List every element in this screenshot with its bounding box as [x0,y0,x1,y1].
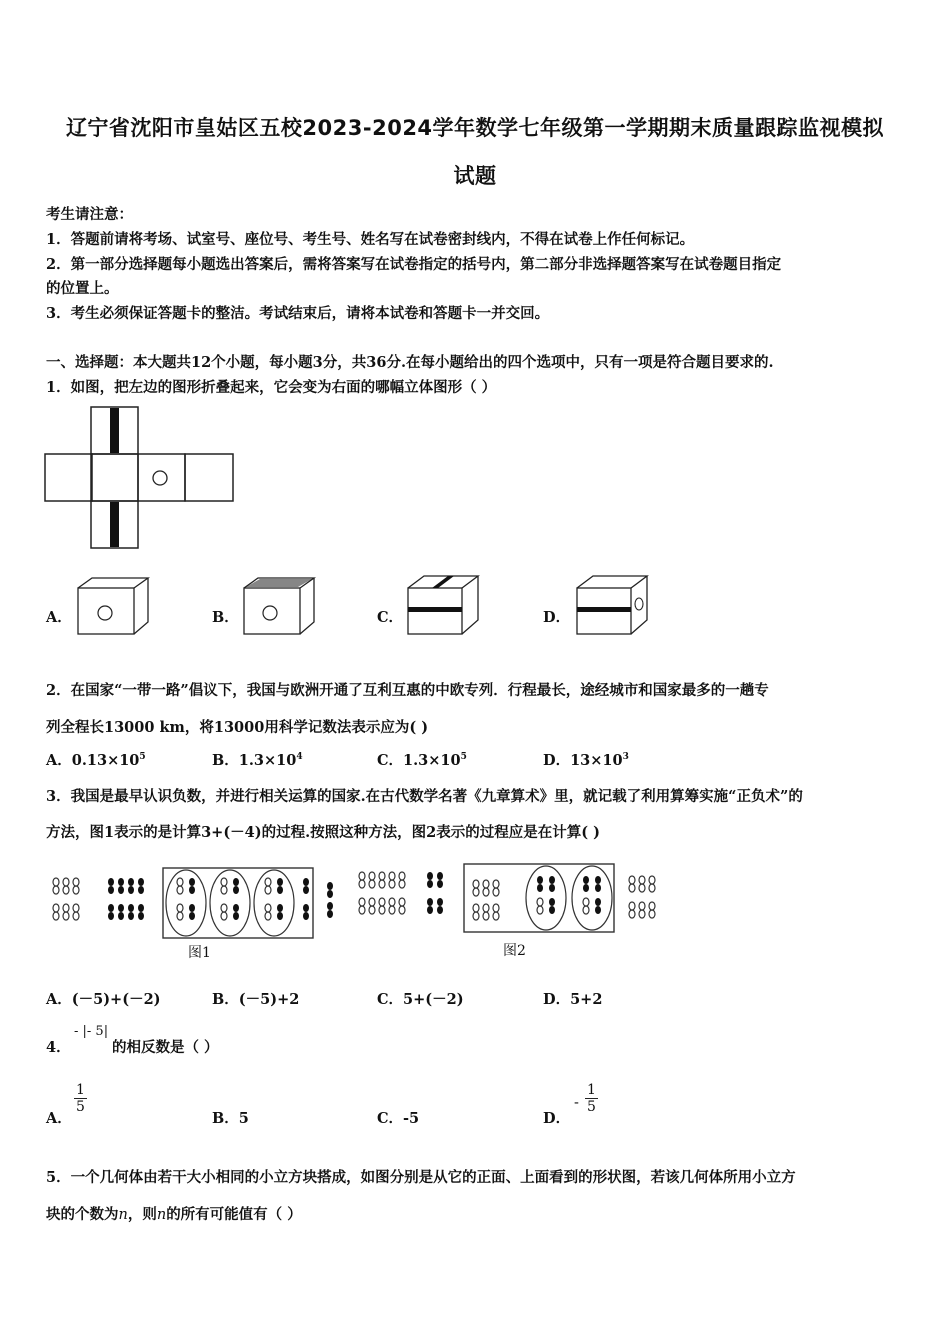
notice-item-2-cont: 的位置上。 [46,280,119,297]
q1-option-b-cube [242,576,318,636]
question-2-stem-cont: 列全程长13000 km，将13000用科学记数法表示应为( ) [46,719,429,736]
q2-option-b-text: B．1.3×10 [212,752,297,769]
q2-option-d-text: D．13×10 [543,752,623,769]
q4-option-c: C．-5 [377,1110,420,1127]
figure-2-caption: 图2 [503,943,526,959]
section-heading: 一、选择题：本大题共12个小题，每小题3分，共36分.在每小题给出的四个选项中，只有一项是符合题目要求的. [46,354,774,371]
q4-option-a-label: A． [46,1110,72,1127]
q2-option-c-exp: 5 [460,752,467,763]
notice-item-3: 3．考生必须保证答题卡的整洁。考试结束后，请将本试卷和答题卡一并交回。 [46,305,550,322]
q5-stem-part-1: 块的个数为 [46,1206,119,1223]
q2-option-c [377,749,467,770]
q2-option-c-text: C．1.3×10 [377,752,461,769]
q1-option-c-label: C． [377,609,404,626]
q1-option-a-label: A． [46,609,72,626]
q4-option-d-fraction [585,1082,598,1115]
q1-option-c-cube [406,574,482,636]
notice-item-2: 2．第一部分选择题每小题选出答案后，需将答案写在试卷指定的括号内，第二部分非选择题答案写在试卷题目指定 [46,256,782,273]
q2-option-a-exp: 5 [139,752,146,763]
exam-title-cont: 试题 [453,164,497,188]
q4-option-a-numerator: 1 [76,1082,85,1098]
q4-option-d-label: D． [543,1110,571,1127]
q3-option-d: D．5+2 [543,991,603,1008]
counting-rods-figure-1 [48,866,338,946]
q4-option-a-denominator: 5 [76,1099,85,1115]
q1-option-b-label: B． [212,609,239,626]
q2-option-a-text: A．0.13×10 [46,752,140,769]
q4-option-d-denominator: 5 [587,1099,596,1115]
question-5-stem-cont [46,1203,302,1224]
question-4-number: 4． [46,1039,71,1056]
q4-option-d-numerator: 1 [587,1082,596,1098]
notice-heading: 考生请注意： [46,206,133,223]
q5-variable-n: n [118,1207,128,1223]
figure-1-caption: 图1 [188,945,211,961]
question-4-stem: 的相反数是（ ） [112,1039,219,1056]
cube-net-figure [44,406,236,550]
q4-option-a-fraction [74,1082,87,1115]
question-2-stem: 2．在国家“一带一路”倡议下，我国与欧洲开通了互利互惠的中欧专列．行程最长，途经城市和国家最多的一趟专 [46,682,769,699]
q2-option-d-exp: 3 [622,752,629,763]
q5-stem-part-3: 的所有可能值有（ ） [166,1206,302,1223]
question-5-stem: 5．一个几何体由若干大小相同的小立方块搭成，如图分别是从它的正面、上面看到的形状图，若该几何体所用小立方 [46,1169,796,1186]
q5-variable-n-2: n [156,1207,167,1223]
q3-option-a: A．(－5)+(－2) [46,991,161,1008]
question-3-stem-cont: 方法，图1表示的是计算3+(－4)的过程.按照这种方法，图2表示的过程应是在计算( ) [46,824,601,841]
question-1-stem: 1．如图，把左边的图形折叠起来，它会变为右面的哪幅立体图形（ ） [46,379,497,396]
q1-option-a-cube [76,576,152,636]
q5-stem-part-2: ，则 [127,1206,157,1223]
q2-option-b-exp: 4 [296,752,303,763]
question-3-stem: 3．我国是最早认识负数，并进行相关运算的国家.在古代数学名著《九章算术》里，就记载了利用算筹实施“正负术”的 [46,788,803,805]
q2-option-d [543,749,629,770]
q2-option-a [46,749,146,770]
q3-option-c: C．5+(－2) [377,991,464,1008]
notice-item-1: 1．答题前请将考场、试室号、座位号、考生号、姓名写在试卷密封线内，不得在试卷上作任何标记。 [46,231,695,248]
counting-rods-figure-2 [356,862,666,942]
q3-option-b: B．(－5)+2 [212,991,300,1008]
q4-option-b: B．5 [212,1110,249,1127]
q2-option-b [212,749,303,770]
exam-title: 辽宁省沈阳市皇姑区五校2023-2024学年数学七年级第一学期期末质量跟踪监视模拟 [65,116,885,140]
q4-option-d-sign: - [574,1095,579,1111]
q1-option-d-cube [575,574,651,636]
q1-option-d-label: D． [543,609,571,626]
question-4-expression: - |- 5| [74,1024,109,1039]
